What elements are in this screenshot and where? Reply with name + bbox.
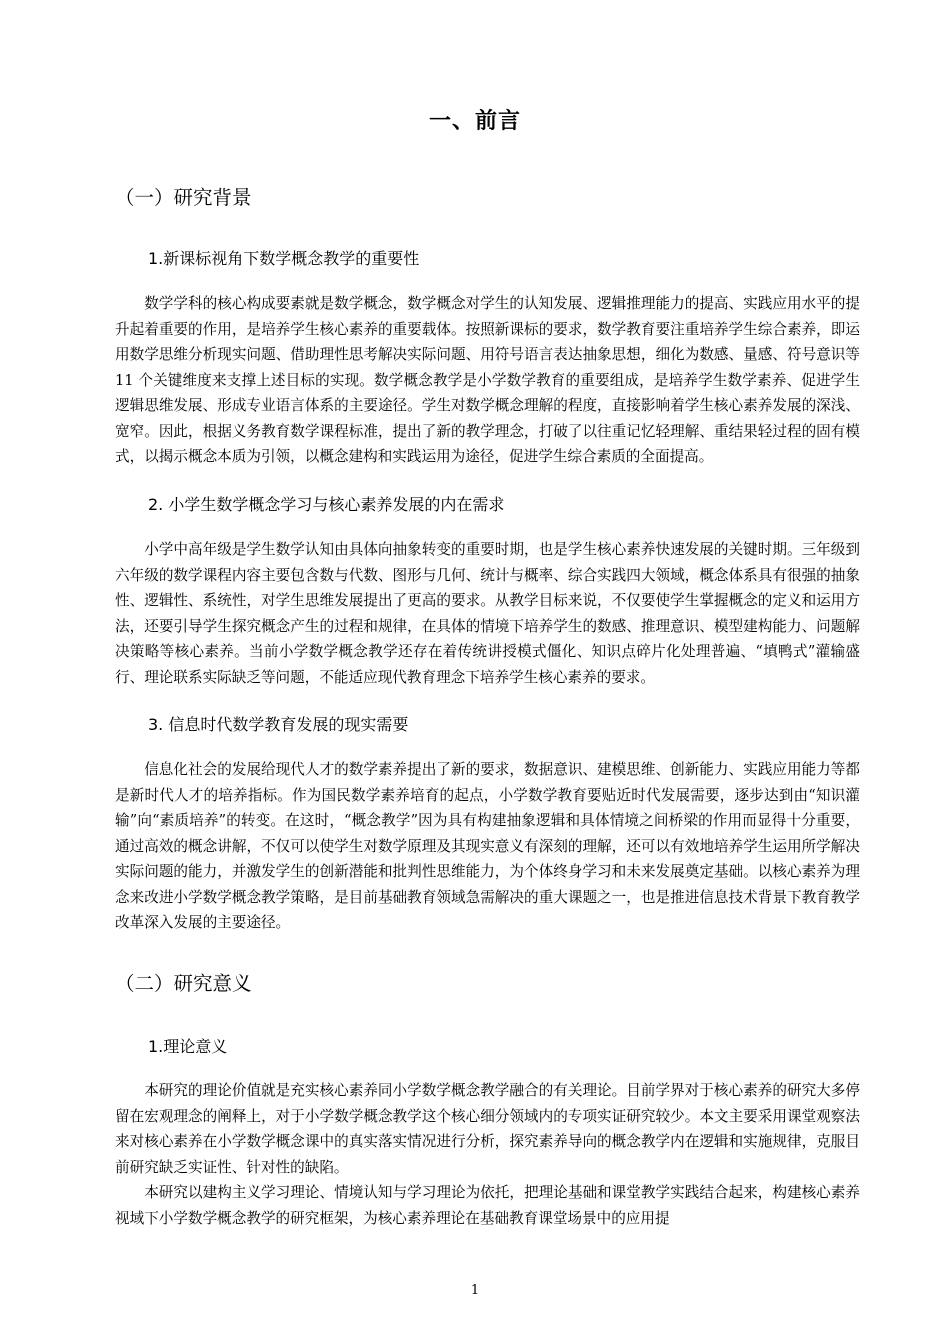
section-heading-significance: （二）研究意义 [115, 972, 252, 995]
subsection-heading-theory: 1.理论意义 [148, 1037, 228, 1056]
page-title: 一、前言 [428, 109, 521, 134]
subsection-heading-3: 3. 信息时代数学教育发展的现实需要 [148, 715, 409, 734]
section-heading-background: （一）研究背景 [115, 186, 252, 209]
subsection-heading-1: 1.新课标视角下数学概念教学的重要性 [148, 249, 420, 268]
paragraph: 数学学科的核心构成要素就是数学概念，数学概念对学生的认知发展、逻辑推理能力的提高、实践应用水平的提升起着重要的作用，是培养学生核心素养的重要载体。按照新课标的要求，数学教育要注重培养学生综合素养，即运用数学思维分析现实问题、借助理性思考解决实际问题、用符号语言表达抽象思想，细化为数感、量感、符号意识等 11 个关键维度来支撑上述目标的实现。数学概念教学是小学数学教育的重要组成，是培养学生数学素养、促进学生逻辑思维发展、形成专业语言体系的主要途径。学生对数学概念理解的程度，直接影响着学生核心素养发展的深浅、宽窄。因此，根据义务教育数学课程标准，提出了新的教学理念，打破了以往重记忆轻理解、重结果轻过程的固有模式，以揭示概念本质为引领，以概念建构和实践运用为途径，促进学生综合素质的全面提高。 [115, 295, 860, 465]
page-number: 1 [470, 1283, 480, 1298]
paragraph: 本研究以建构主义学习理论、情境认知与学习理论为依托，把理论基础和课堂教学实践结合起来，构建核心素养视域下小学数学概念教学的研究框架，为核心素养理论在基础教育课堂场景中的应用提 [115, 1184, 860, 1227]
paragraph: 信息化社会的发展给现代人才的数学素养提出了新的要求，数据意识、建模思维、创新能力、实践应用能力等都是新时代人才的培养指标。作为国民数学素养培育的起点，小学数学教育要贴近时代发展需要，逐步达到由“知识灌输”向“素质培养”的转变。在这时，“概念教学”因为具有构建抽象逻辑和具体情境之间桥梁的作用而显得十分重要，通过高效的概念讲解，不仅可以使学生对数学原理及其现实意义有深刻的理解，还可以有效地培养学生运用所学解决实际问题的能力，并激发学生的创新潜能和批判性思维能力，为个体终身学习和未来发展奠定基础。以核心素养为理念来改进小学数学概念教学策略，是目前基础教育领域急需解决的重大课题之一，也是推进信息技术背景下教育教学改革深入发展的主要途径。 [115, 761, 860, 931]
subsection-heading-2: 2. 小学生数学概念学习与核心素养发展的内在需求 [148, 495, 505, 514]
paragraph: 本研究的理论价值就是充实核心素养同小学数学概念教学融合的有关理论。目前学界对于核心素养的研究大多停留在宏观理念的阐释上，对于小学数学概念教学这个核心细分领域内的专项实证研究较少。本文主要采用课堂观察法来对核心素养在小学数学概念课中的真实落实情况进行分析，探究素养导向的概念教学内在逻辑和实施规律，克服目前研究缺乏实证性、针对性的缺陷。 [115, 1082, 860, 1176]
paragraph: 小学中高年级是学生数学认知由具体向抽象转变的重要时期，也是学生核心素养快速发展的关键时期。三年级到六年级的数学课程内容主要包含数与代数、图形与几何、统计与概率、综合实践四大领域，概念体系具有很强的抽象性、逻辑性、系统性，对学生思维发展提出了更高的要求。从教学目标来说，不仅要使学生掌握概念的定义和运用方法，还要引导学生探究概念产生的过程和规律，在具体的情境下培养学生的数感、推理意识、模型建构能力、问题解决策略等核心素养。当前小学数学概念教学还存在着传统讲授模式僵化、知识点碎片化处理普遍、“填鸭式”灌输盛行、理论联系实际缺乏等问题，不能适应现代教育理念下培养学生核心素养的要求。 [115, 541, 860, 686]
